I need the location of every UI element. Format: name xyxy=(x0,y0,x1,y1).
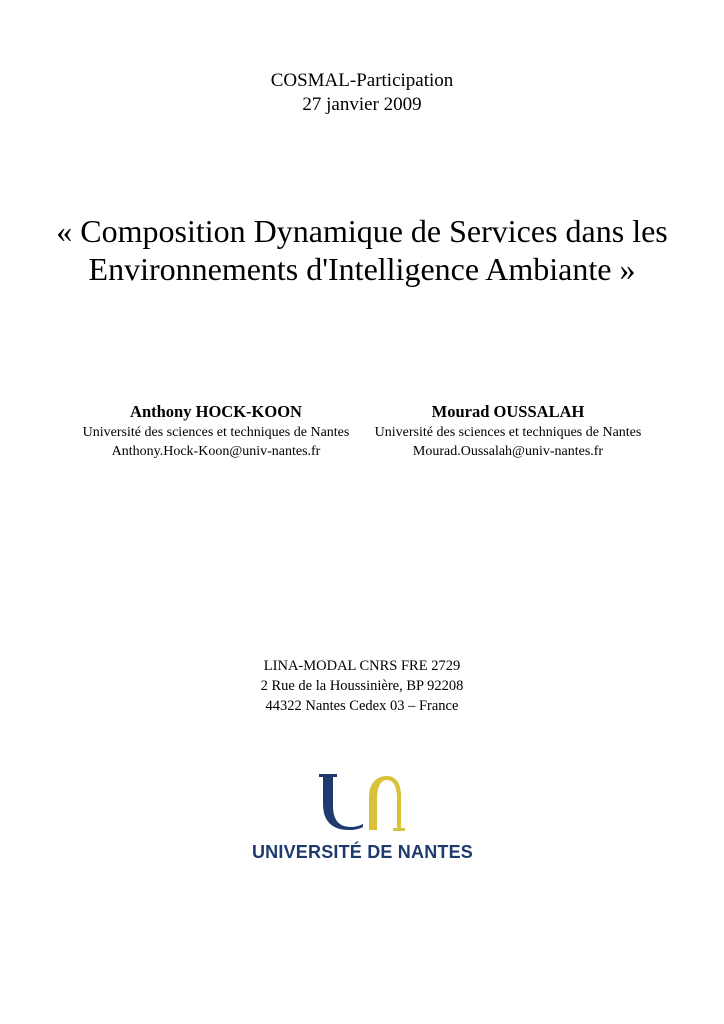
author-affiliation: Université des sciences et techniques de Nantes xyxy=(82,425,350,440)
university-logo-text: UNIVERSITÉ DE NANTES xyxy=(251,842,474,862)
university-logo-mark-icon xyxy=(315,770,407,834)
author-email: Mourad.Oussalah@univ-nantes.fr xyxy=(412,444,604,459)
author-name: Mourad OUSSALAH xyxy=(431,402,585,421)
author-block-2 xyxy=(358,401,658,461)
address-line-3: 44322 Nantes Cedex 03 – France xyxy=(265,698,459,714)
lab-address xyxy=(0,656,724,716)
title-line-2: Environnements d'Intelligence Ambiante » xyxy=(88,251,636,287)
document-title xyxy=(0,212,724,288)
author-email: Anthony.Hock-Koon@univ-nantes.fr xyxy=(111,444,321,459)
address-line-1: LINA-MODAL CNRS FRE 2729 xyxy=(263,658,461,674)
event-date: 27 janvier 2009 xyxy=(302,94,422,115)
author-affiliation: Université des sciences et techniques de Nantes xyxy=(374,425,642,440)
author-name: Anthony HOCK-KOON xyxy=(130,402,302,421)
event-name: COSMAL-Participation xyxy=(270,70,454,91)
university-logo xyxy=(250,770,475,870)
title-line-1: « Composition Dynamique de Services dans les xyxy=(56,213,668,249)
address-line-2: 2 Rue de la Houssinière, BP 92208 xyxy=(260,678,464,694)
document-header xyxy=(0,69,724,117)
author-block-1 xyxy=(66,401,366,461)
